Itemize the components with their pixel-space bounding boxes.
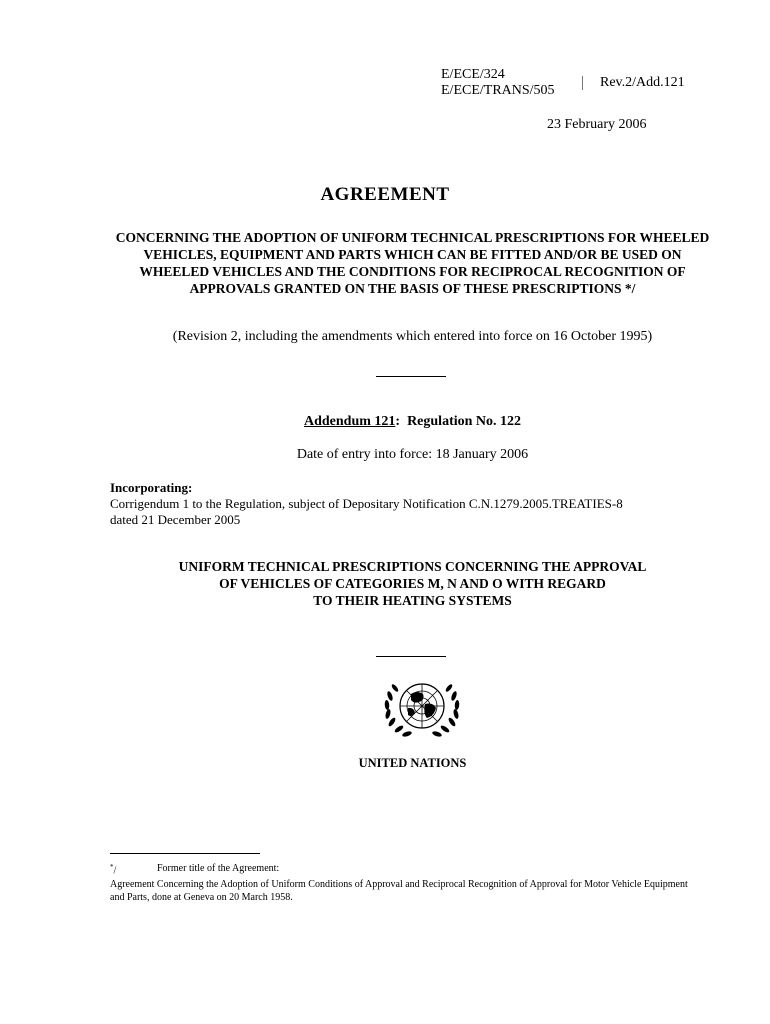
incorporating-line-1: Corrigendum 1 to the Regulation, subject of Depositary Notification C.N.1279.2005.TREATIES-8: [110, 496, 623, 511]
regulation-title-line-3: TO THEIR HEATING SYSTEMS: [313, 593, 512, 608]
footnote-mark-suffix: /: [113, 865, 117, 877]
footnote-label: Former title of the Agreement:: [157, 863, 280, 874]
symbol-separator: [582, 76, 584, 90]
footnote-marker: [110, 861, 116, 877]
addendum-label: Addendum 121: [303, 414, 396, 429]
revision-note: (Revision 2, including the amendments which entered into force on 16 October 1995): [172, 329, 653, 344]
addendum-separator: :: [395, 414, 401, 429]
publisher-name: UNITED NATIONS: [358, 756, 467, 770]
footnote-text: Agreement Concerning the Adoption of Uniform Conditions of Approval and Reciprocal Recognition of Approval for Motor Vehicle Equipment and Parts, done at Geneva on 20 March 1958.: [110, 879, 688, 903]
divider-rule: [376, 376, 446, 377]
agreement-subtitle: CONCERNING THE ADOPTION OF UNIFORM TECHNICAL PRESCRIPTIONS FOR WHEELED VEHICLES, EQUIPMENT AND PARTS WHICH CAN BE FITTED AND/OR BE USED ON WHEELED VEHICLES AND THE CONDITIONS FOR RECIPROCAL RECOGNITION OF APPROVALS GRANTED ON THE BASIS OF THESE PRESCRIPTIONS */: [115, 230, 710, 296]
symbol-line-2: E/ECE/TRANS/505: [441, 83, 555, 98]
page-title: AGREEMENT: [320, 184, 450, 205]
entry-into-force: Date of entry into force: 18 January 2006: [296, 447, 529, 462]
document-symbol: [441, 67, 555, 99]
document-date: 23 February 2006: [547, 117, 647, 132]
incorporating-line-2: dated 21 December 2005: [110, 512, 241, 527]
incorporating-heading: Incorporating:: [110, 480, 193, 495]
revision-code: Rev.2/Add.121: [600, 75, 685, 90]
symbol-line-1: E/ECE/324: [441, 67, 505, 82]
regulation-title-line-1: UNIFORM TECHNICAL PRESCRIPTIONS CONCERNING THE APPROVAL: [178, 559, 647, 574]
addendum-heading: [0, 413, 770, 430]
incorporating-block: [110, 480, 710, 528]
regulation-title-line-2: OF VEHICLES OF CATEGORIES M, N AND O WITH REGARD: [219, 576, 606, 591]
un-emblem-icon: [381, 674, 463, 740]
regulation-number: Regulation No. 122: [407, 414, 522, 429]
divider-rule: [376, 656, 446, 657]
footnote-rule: [110, 853, 260, 854]
regulation-title: [110, 558, 715, 609]
footnote-mark-symbol: *: [110, 863, 114, 871]
